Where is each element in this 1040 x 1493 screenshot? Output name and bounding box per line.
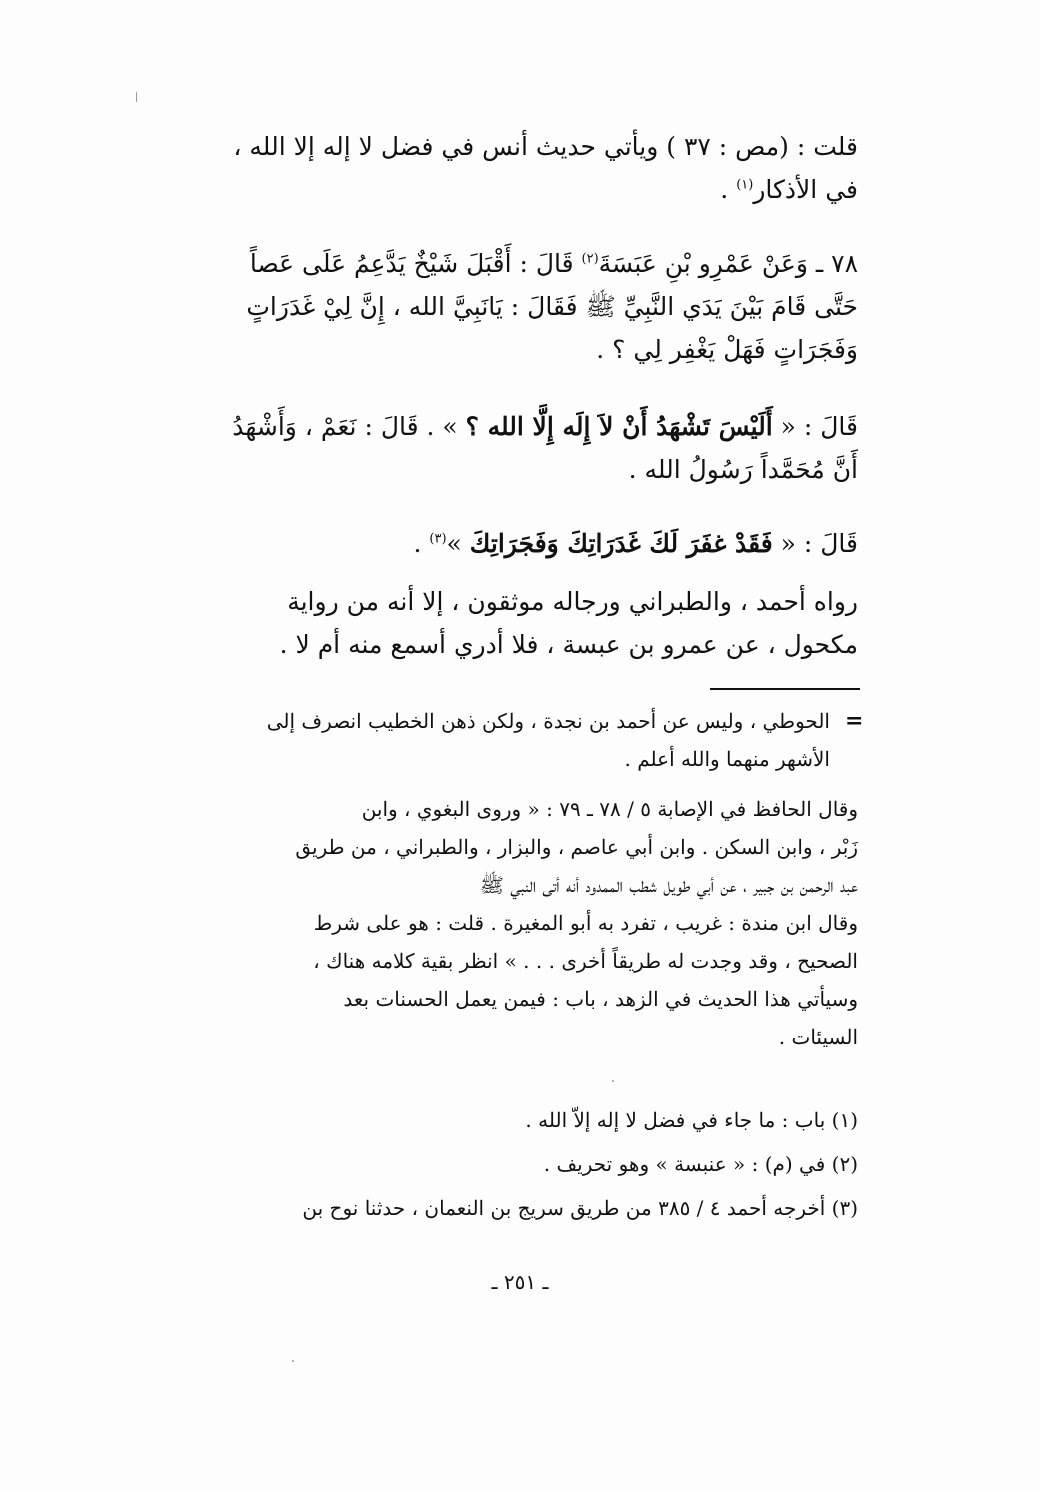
text-line: الحوطي ، وليس عن أحمد بن نجدة ، ولكن ذهن الخطيب انصرف إلى: [266, 709, 830, 733]
text-span: ٧٨ ـ وَعَنْ عَمْرِو بْنِ عَبَسَةَ: [598, 249, 858, 278]
text-span: قَالَ : «: [772, 529, 858, 558]
text-line: وسيأتي هذا الحديث في الزهد ، باب : فيمن يعمل الحسنات بعد: [343, 987, 858, 1011]
paragraph-note-qultu: [180, 125, 858, 211]
text-span: .: [720, 175, 737, 204]
text-line: الصحيح ، وقد وجدت له طريقاً أخرى . . . » انظر بقية كلامه هناك ،: [313, 949, 858, 973]
text-line: وَفَجَرَاتٍ فَهَلْ يَغْفِر لِي ؟ .: [596, 335, 858, 364]
paragraph-hadith-78: [180, 242, 858, 371]
text-line: وقال ابن مندة : غريب ، تفرد به أبو المغيرة . قلت : هو على شرط: [313, 911, 858, 935]
text-line: حَتَّى قَامَ بَيْنَ يَدَي النَّبِيِّ ﷺ فَقَالَ : يَانَبِيَّ الله ، إِنَّ لِيْ غَدَرَاتٍ: [246, 292, 858, 321]
text-span: .: [413, 529, 430, 558]
page-number: ـ ٢٥١ ـ: [491, 1270, 549, 1294]
footnote-ref: (٢): [581, 251, 599, 267]
footnote-separator: [710, 688, 860, 690]
paragraph-rawahu: [180, 580, 858, 666]
text-line: السيئات .: [778, 1025, 858, 1049]
footnote-ref: (٣): [429, 531, 447, 547]
text-line: وقال الحافظ في الإصابة ٥ / ٧٨ ـ ٧٩ : « وروى البغوي ، وابن: [361, 797, 858, 821]
text-span: قَالَ : أَقْبَلَ شَيْخٌ يَدَّعِمُ عَلَى عَصاً: [249, 249, 582, 278]
paragraph-qala-alaysa: [180, 405, 858, 491]
scan-artifact: [612, 1080, 614, 1082]
footnote-2: (٢) في (م) : « عنبسة » وهو تحريف .: [543, 1152, 858, 1176]
text-line: [180, 168, 858, 211]
prophetic-speech: فَقَدْ غفَرَ لَكَ غَدَرَاتِكَ وَفَجَرَاتِكَ: [469, 529, 773, 558]
continuation-mark: =: [845, 708, 864, 734]
text-line: رواه أحمد ، والطبراني ورجاله موثقون ، إلا أنه من رواية: [287, 587, 858, 616]
text-span: قَالَ : «: [772, 412, 858, 441]
text-span: » . قَالَ : نَعَمْ ، وَأَشْهَدُ: [232, 412, 466, 441]
footnote-isaba-quote: [180, 790, 858, 1056]
text-line: الأشهر منهما والله أعلم .: [624, 747, 830, 771]
footnote-3: (٣) أخرجه أحمد ٤ / ٣٨٥ من طريق سريج بن النعمان ، حدثنا نوح بن: [302, 1196, 858, 1220]
text-line: [180, 522, 858, 565]
footnote-continuation: [180, 702, 830, 778]
text-line: مكحول ، عن عمرو بن عبسة ، فلا أدري أسمع منه أم لا .: [279, 630, 858, 659]
text-line: عبد الرحمن بن جبير ، عن أبي طويل شطب الممدود أنه أتى النبي ﷺ: [479, 873, 858, 897]
text-line: قلت : (مص : ٣٧ ) ويأتي حديث أنس في فضل لا إله إلا الله ،: [233, 132, 858, 161]
scan-artifact: [292, 1360, 294, 1362]
footnote-ref: (١): [736, 177, 754, 193]
text-line: أَنَّ مُحَمَّداً رَسُولُ الله .: [628, 455, 858, 484]
text-line: زَبْر ، وابن السكن . وابن أبي عاصم ، والبزار ، والطبراني ، من طريق: [295, 835, 858, 859]
text-line: [180, 242, 858, 285]
prophetic-speech: أَلَيْسَ تَشْهَدُ أَنْ لاَ إِلَه إِلَّا الله ؟: [465, 412, 773, 441]
text-span: »: [446, 529, 470, 558]
footnote-1: (١) باب : ما جاء في فضل لا إله إلاّ الله .: [525, 1108, 858, 1132]
paragraph-qala-faqad: [180, 522, 858, 565]
text-line: [180, 405, 858, 448]
text-span: في الأذكار: [753, 175, 858, 204]
scan-artifact: [136, 92, 137, 102]
